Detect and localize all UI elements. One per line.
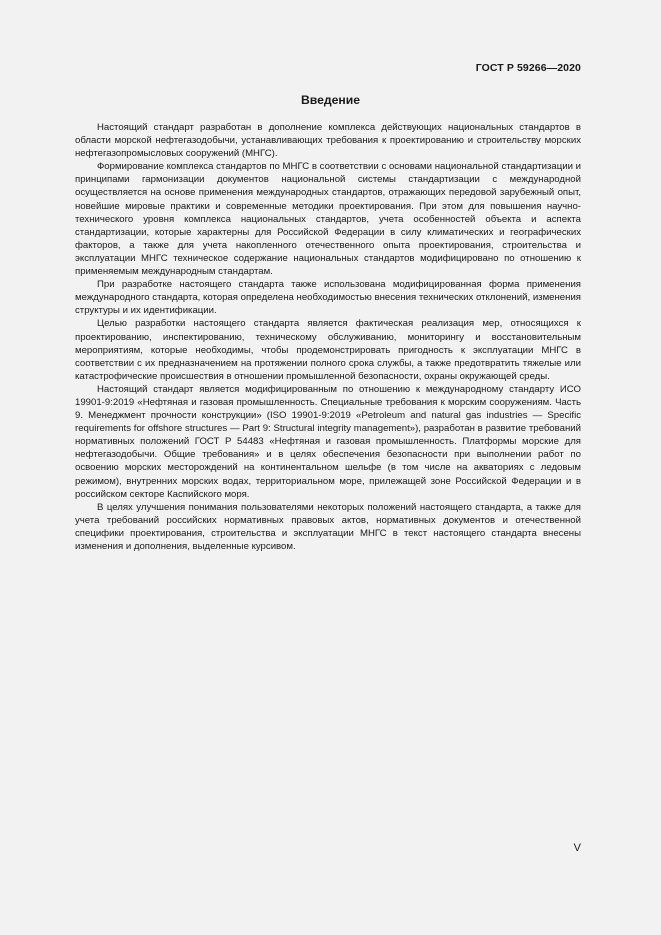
body-text [75, 121, 581, 553]
paragraph-1: Настоящий стандарт разработан в дополнение комплекса действующих национальных стандартов в области морской нефтегазодобычи, устанавливающих требования к проектированию и строительству морских нефтегазопромысловых сооружений (МНГС). [75, 122, 581, 160]
paragraph-5: Настоящий стандарт является модифицированным по отношению к международному стандарту ИСО 19901-9:2019 «Нефтяная и газовая промышленность. Специальные требования к морским сооружениям. Часть 9. Менеджмент прочности конструкции» (ISO 19901-9:2019 «Petroleum and natural gas industries — Specific requirements for offshore structures — Part 9: Structural integrity management»), разработан в развитие требований нормативных положений ГОСТ Р 54483 «Нефтяная и газовая промышленность. Платформы морские для нефтегазодобычи. Общие требования» и в целях обеспечения безопасности при выполнении работ по освоению морских месторождений на континентальном шельфе (в том числе на акваториях с ледовым режимом), внутренних морских водах, территориальном море, прилежащей зоне Российской Федерации и в российском секторе Каспийского моря. [75, 383, 581, 500]
standard-designation: ГОСТ Р 59266—2020 [475, 62, 581, 74]
paragraph-2: Формирование комплекса стандартов по МНГС в соответствии с основами национальной стандартизации и принципами гармонизации документов национальной системы стандартизации с международной осуществляется на основе применения международных стандартов, отражающих передовой зарубежный опыт, новейшие мировые практики и современные методики проектирования. При этом для повышения научно-технического уровня комплекса национальных стандартов, учета особенностей объекта и аспекта стандартизации, которые характерны для Российской Федерации в силу климатических и географических факторов, а также для учета накопленного отечественного опыта проектирования, строительства и эксплуатации МНГС техническое содержание национальных стандартов модифицировано по отношению к применяемым международным стандартам. [75, 161, 581, 278]
section-title: Введение [300, 93, 361, 107]
page-number: V [573, 842, 581, 854]
paragraph-3: При разработке настоящего стандарта также использована модифицированная форма применения международного стандарта, которая определена необходимостью внесения технических отклонений, изменения структуры и их идентификации. [75, 279, 581, 317]
paragraph-6: В целях улучшения понимания пользователями некоторых положений настоящего стандарта, а также для учета требований российских нормативных правовых актов, нормативных документов и отечественной специфики проектирования, строительства и эксплуатации МНГС в текст настоящего стандарта внесены изменения и дополнения, выделенные курсивом. [75, 501, 581, 552]
paragraph-4: Целью разработки настоящего стандарта является фактическая реализация мер, относящихся к проектированию, инспектированию, техническому обслуживанию, мониторингу и восстановительным мероприятиям, которые необходимы, чтобы продемонстрировать пригодность к эксплуатации МНГС в соответствии с их предназначением на протяжении полного срока службы, а также предотвратить тяжелые или катастрофические происшествия в отношении промышленной безопасности, охраны окружающей среды. [75, 318, 581, 382]
